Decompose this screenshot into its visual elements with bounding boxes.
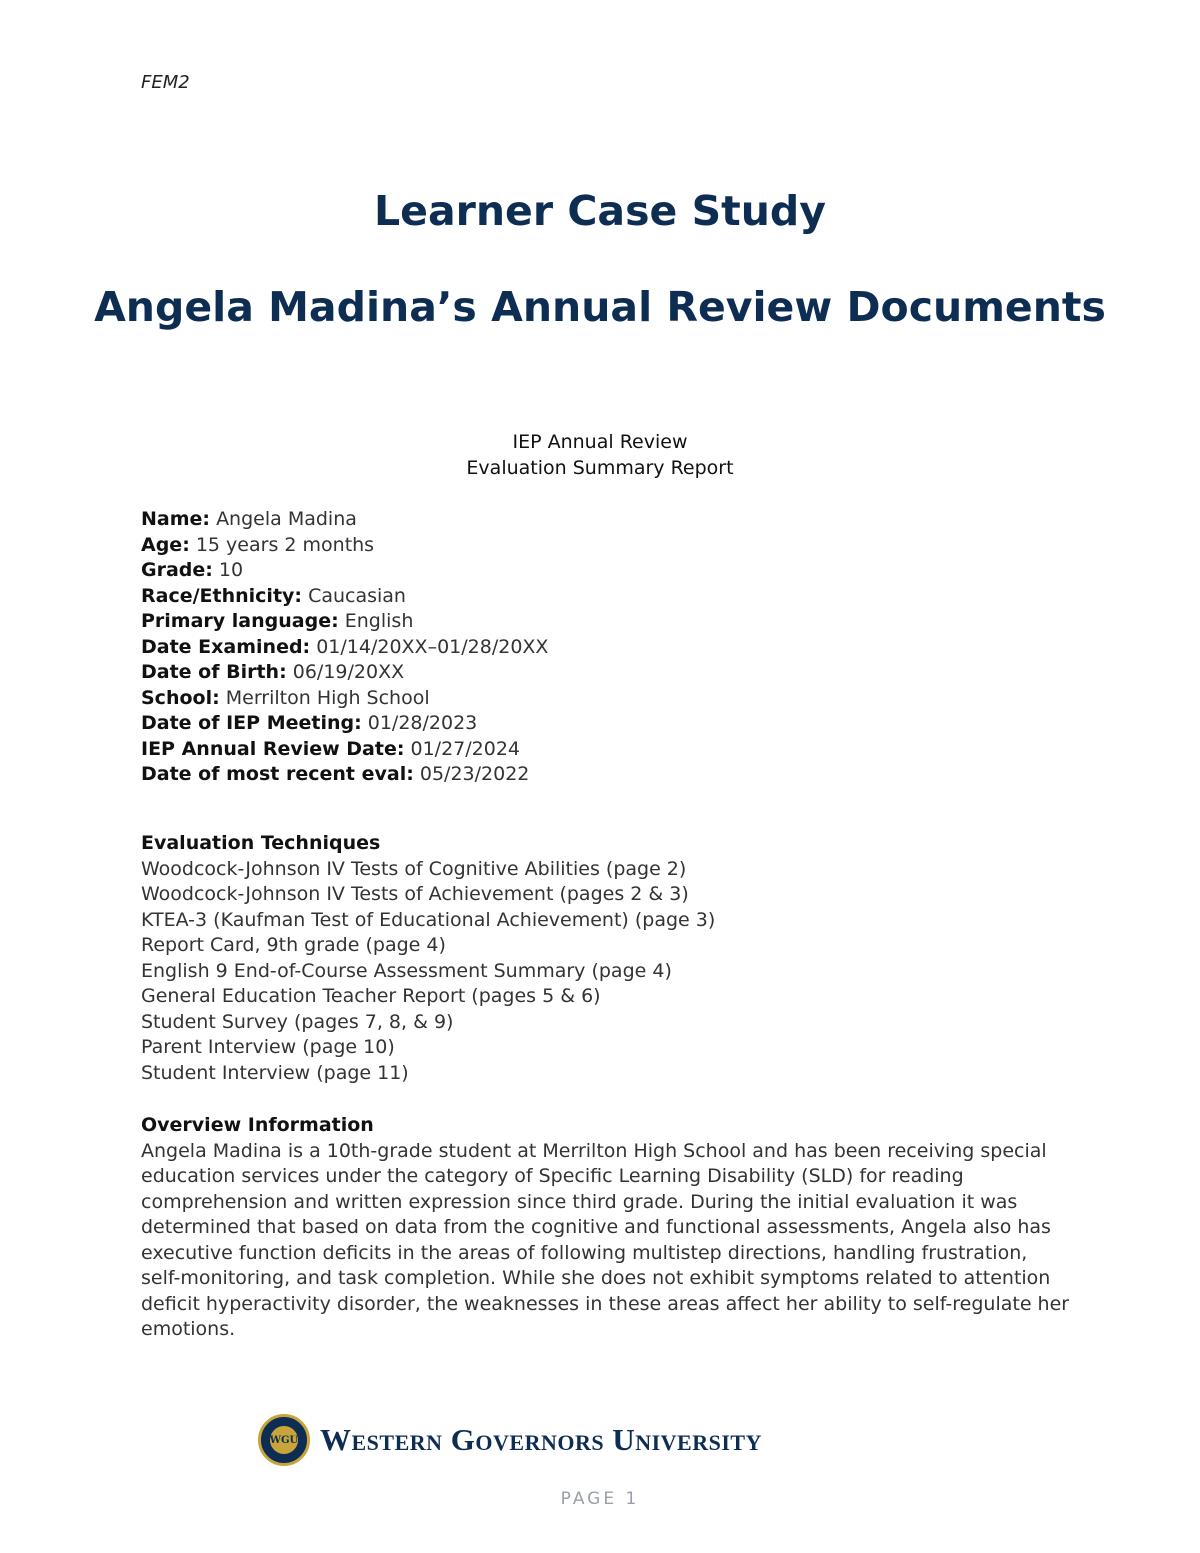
list-item: Report Card, 9th grade (page 4): [141, 934, 446, 956]
field-label: Name:: [141, 508, 211, 530]
field-value: 06/19/20XX: [292, 661, 405, 683]
university-wordmark: Western Governors University: [320, 1422, 762, 1457]
report-type-heading: IEP Annual Review: [512, 431, 688, 453]
field-label: School:: [141, 686, 220, 709]
list-item: General Education Teacher Report (pages 5 & 6): [141, 985, 601, 1007]
field-label: Date Examined:: [141, 635, 311, 658]
field-date-of-birth: [141, 660, 1071, 686]
field-label: Date of most recent eval:: [141, 763, 414, 785]
list-item: Parent Interview (page 10): [141, 1036, 395, 1058]
field-value: Angela Madina: [216, 508, 357, 530]
list-item: English 9 End-of-Course Assessment Summary (page 4): [141, 959, 672, 982]
evaluation-techniques-heading: Evaluation Techniques: [141, 832, 381, 854]
list-item: Woodcock-Johnson IV Tests of Achievement (pages 2 & 3): [141, 883, 689, 905]
field-value: 01/27/2024: [410, 737, 521, 760]
field-age: [141, 533, 1071, 559]
field-label: Date of Birth:: [141, 661, 287, 683]
list-item: Student Interview (page 11): [141, 1061, 409, 1084]
overview-paragraph: Angela Madina is a 10th-grade student at Merrilton High School and has been receiving special education services under the category of Specific Learning Disability (SLD) for reading comprehension and written expression since third grade. During the initial evaluation it was determined that based on data from the cognitive and functional assessments, Angela also has executive function deficits in the areas of following multistep directions, handling frustration, self-monitoring, and task completion. While she does not exhibit symptoms related to attention deficit hyperactivity disorder, the weaknesses in these areas affect her ability to self-regulate her emotions.: [141, 1139, 1070, 1340]
university-seal-icon: [258, 1414, 310, 1466]
field-primary-language: [141, 609, 1071, 635]
list-item: KTEA-3 (Kaufman Test of Educational Achievement) (page 3): [141, 908, 716, 931]
field-date-of-most-recent-eval: [141, 762, 1071, 788]
field-value: English: [344, 610, 414, 632]
overview-heading: Overview Information: [141, 1114, 374, 1136]
seal-monogram: WGU: [268, 1424, 300, 1456]
field-date-examined: [141, 635, 1071, 661]
field-label: IEP Annual Review Date:: [141, 737, 405, 760]
list-item: Student Survey (pages 7, 8, & 9): [141, 1010, 454, 1033]
document-title: Learner Case Study: [374, 187, 826, 235]
page-number: PAGE 1: [560, 1489, 640, 1509]
document-header-tag: FEM2: [141, 72, 190, 93]
overview-section: [141, 1113, 1071, 1343]
field-value: 15 years 2 months: [195, 533, 375, 556]
field-iep-annual-review-date: [141, 737, 1071, 763]
evaluation-techniques-section: [141, 831, 1071, 1086]
field-value: 05/23/2022: [419, 763, 530, 785]
field-label: Primary language:: [141, 610, 339, 632]
document-subtitle: Angela Madina’s Annual Review Documents: [94, 283, 1106, 331]
field-label: Age:: [141, 533, 190, 556]
field-date-of-iep-meeting: [141, 711, 1071, 737]
field-name: [141, 507, 1071, 533]
report-name-heading: Evaluation Summary Report: [466, 457, 734, 479]
field-label: Date of IEP Meeting:: [141, 712, 362, 734]
field-value: Caucasian: [308, 584, 406, 607]
field-race-ethnicity: [141, 584, 1071, 610]
list-item: Woodcock-Johnson IV Tests of Cognitive Abilities (page 2): [141, 857, 687, 880]
field-grade: [141, 558, 1071, 584]
field-value: 01/14/20XX–01/28/20XX: [316, 635, 549, 658]
field-label: Grade:: [141, 559, 213, 581]
student-info-fields: [141, 507, 1071, 788]
field-value: Merrilton High School: [225, 686, 430, 709]
field-label: Race/Ethnicity:: [141, 584, 303, 607]
university-logo: [258, 1412, 762, 1468]
field-value: 10: [218, 559, 244, 581]
field-value: 01/28/2023: [367, 712, 478, 734]
field-school: [141, 686, 1071, 712]
